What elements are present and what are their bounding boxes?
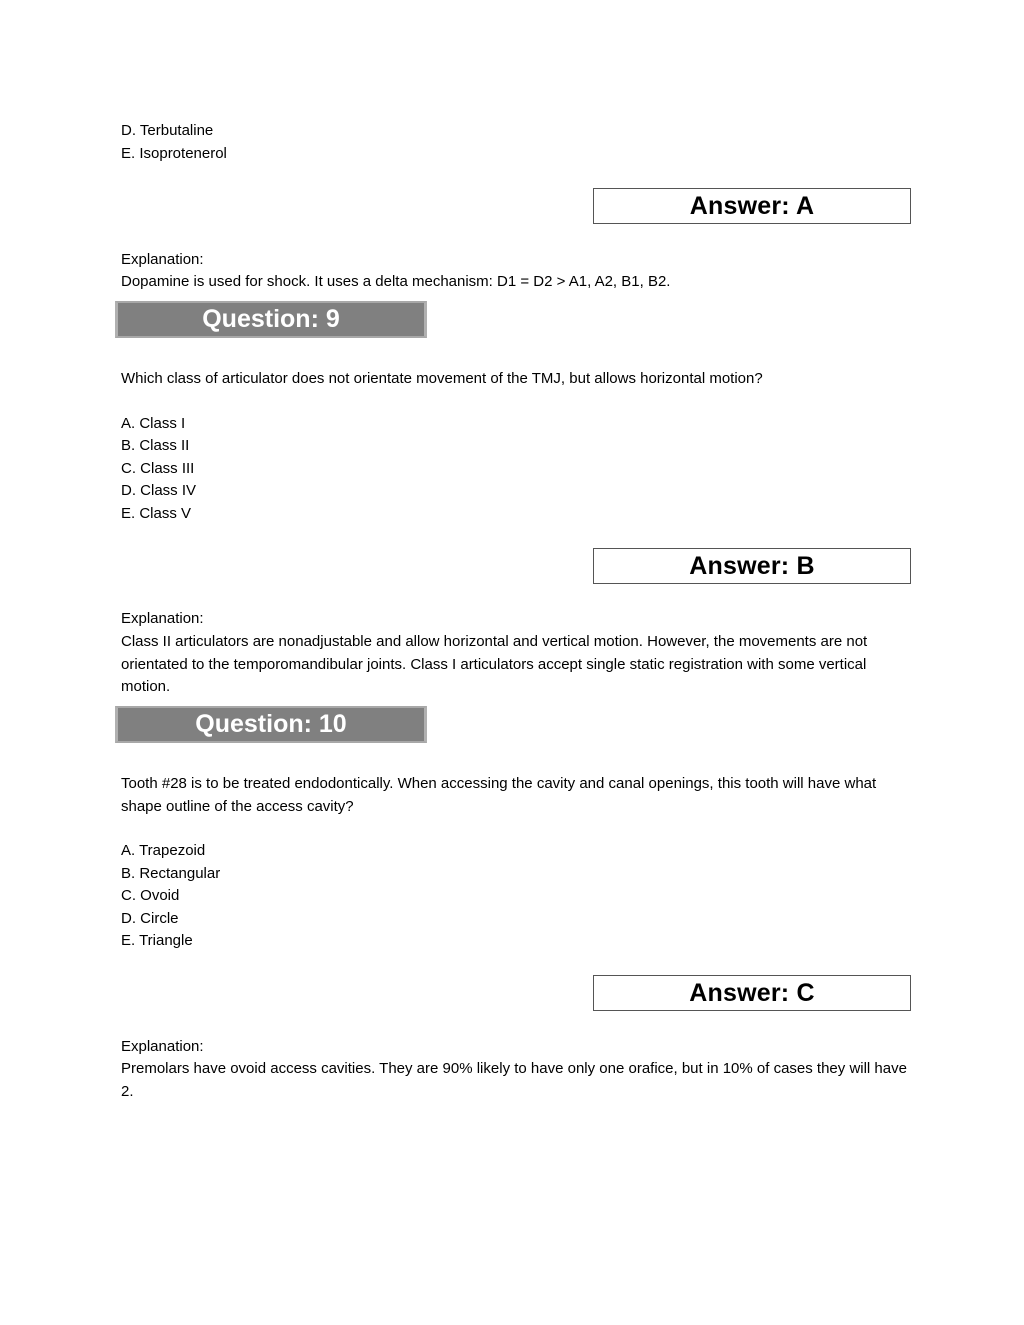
q10-option-b: B. Rectangular [121, 865, 221, 882]
q9-answer-box [593, 548, 911, 584]
q9-option-c: C. Class III [121, 460, 195, 477]
q10-explanation: Premolars have ovoid access cavities. They are 90% likely to have only one orafice, but in 10% of cases they will have 2. [121, 1060, 907, 1100]
q8-option-e: E. Isoprotenerol [121, 145, 227, 162]
q10-answer-box [593, 975, 911, 1011]
q10-explanation-label: Explanation: [121, 1038, 204, 1055]
q10-option-c: C. Ovoid [121, 887, 180, 904]
question-9-header [115, 301, 427, 338]
q8-answer-box [593, 188, 911, 224]
question-10-header [115, 706, 427, 743]
q10-option-e: E. Triangle [121, 932, 193, 949]
q10-question-text: Tooth #28 is to be treated endodontically. When accessing the cavity and canal openings, this tooth will have what shape outline of the access cavity? [121, 775, 877, 815]
question-9-title: Question: 9 [202, 305, 340, 333]
q10-option-d: D. Circle [121, 910, 179, 927]
q8-option-d: D. Terbutaline [121, 122, 214, 139]
q8-explanation-label: Explanation: [121, 251, 204, 268]
q8-explanation: Dopamine is used for shock. It uses a delta mechanism: D1 = D2 > A1, A2, B1, B2. [121, 273, 671, 290]
q8-answer: Answer: A [689, 192, 815, 220]
q9-answer: Answer: B [689, 552, 815, 580]
q9-explanation: Class II articulators are nonadjustable and allow horizontal and vertical motion. However, the movements are not orientated to the temporomandibular joints. Class I articulators accept single static registration with some vertical motion. [121, 633, 868, 695]
question-10-title: Question: 10 [195, 710, 347, 738]
q9-option-a: A. Class I [121, 415, 186, 432]
q9-explanation-label: Explanation: [121, 610, 204, 627]
q10-option-a: A. Trapezoid [121, 842, 206, 859]
q9-option-d: D. Class IV [121, 482, 197, 499]
q9-question-text: Which class of articulator does not orientate movement of the TMJ, but allows horizontal motion? [121, 370, 763, 387]
q9-option-e: E. Class V [121, 505, 192, 522]
q9-option-b: B. Class II [121, 437, 190, 454]
q10-answer: Answer: C [689, 979, 815, 1007]
